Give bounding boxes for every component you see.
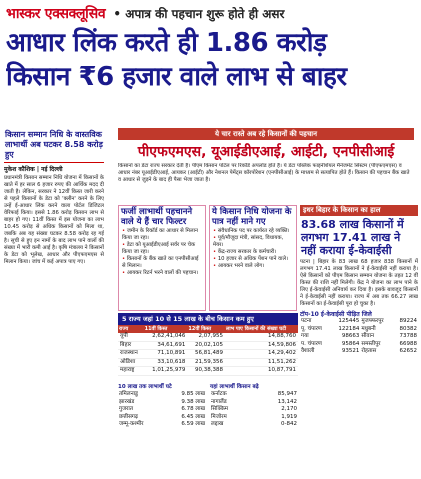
table-row	[118, 367, 298, 376]
column-header: 12वीं किस्त	[187, 325, 225, 333]
column-header: राज्य	[118, 325, 144, 333]
table-row	[118, 421, 206, 429]
decreased-caption: 10 लाख तक लाभार्थी घटे	[118, 384, 172, 390]
table-cell: मधुबनी	[361, 325, 376, 332]
table-cell: 93521	[341, 348, 360, 354]
table-cell: समस्तीपुर	[361, 340, 381, 347]
byline: मुकेश कौशिक | नई दिल्ली	[4, 166, 63, 173]
left-column	[4, 128, 104, 478]
table-row	[210, 391, 298, 399]
ineligible-title: ये किसान निधि योजना के पात्र नहीं माने गए	[212, 207, 292, 227]
table-cell: मुजफ्फरपुर	[361, 318, 384, 324]
filters-box	[118, 205, 206, 311]
table-cell: जम्मू-कश्मीर	[119, 421, 144, 427]
table-cell: तमिलनाडु	[119, 391, 138, 397]
brand-logo: भास्कर एक्सक्लूसिव	[6, 5, 106, 22]
filters-list	[119, 228, 205, 277]
ineligible-list	[210, 228, 296, 270]
headline-line-1: आधार लिंक करते ही 1.86 करोड़	[6, 28, 327, 58]
bihar-body: पटना | बिहार के 83 लाख 68 हजार 838 किसानों में लगभग 17.41 लाख किसानों ने ई-केवाईसी नहीं कराया है। ऐसे किसानों को पीएम किसान सम्मान योजना के तहत 12 वीं किस्त की राशि नहीं मिलेगी। केंद्र ने योजना का लाभ पाने के लिए ई-केवाईसी अनिवार्य कर दिया है। इसके बावजूद किसानों ने ई-केवाईसी नहीं कराया। राज्य में अब तक 66.27 लाख किसानों का ई-केवाईसी पूरा हो चुका है।	[300, 259, 418, 307]
tagline: • अपात्र की पहचान शुरू होते ही असर	[113, 6, 285, 21]
table-row	[300, 318, 418, 326]
table-cell: राजस्थान	[118, 350, 144, 359]
table-cell: 56,81,489	[187, 350, 225, 359]
table-row	[118, 414, 206, 422]
table-cell: 33,10,618	[144, 358, 188, 367]
table-row	[210, 406, 298, 414]
list-item: • संवैधानिक पद पर कार्यरत रहे व्यक्ति।	[213, 228, 293, 235]
table-row	[118, 399, 206, 407]
table-cell: 20,02,105	[187, 341, 225, 350]
agency-banner: पीएफएमएस, यूआईडीएआई, आईटी, एनपीसीआई	[137, 144, 395, 160]
table-row	[118, 358, 298, 367]
column-header: 11वीं किस्त	[144, 325, 188, 333]
list-item: • किसानों के बैंक खाते का एनपीसीआई से मिलान।	[122, 256, 202, 270]
table-cell: 90,38,388	[187, 367, 225, 376]
table-cell: यूपी	[118, 333, 144, 341]
table-cell: 14,59,806	[225, 341, 298, 350]
table-cell: सीवान	[361, 333, 375, 339]
list-item: • 10 हजार से अधिक पेंशन पाने वाले।	[213, 256, 293, 263]
increased-box	[210, 384, 298, 429]
table-cell: छत्तीसगढ़	[119, 413, 138, 420]
intro-text: किसानों का डेटा राज्य सरकार देती है। पीएम किसान पोर्टल पर रिकॉर्ड अपलोड होते हैं। ये डेटा पब्लिक फाइनेंशियल मैनेजमेंट सिस्टम (पीएफएमएस) व आधार नंबर यूआईडीएआई, आयकर (आईटी) और नेशनल पेमेंट्स कॉरपोरेशन (एनपीसीआई) के माध्यम से सत्यापित होते हैं। किसान की पहचान बैंक खाते व आधार से जुड़ने के बाद ही पैसा भेजा जाता है।	[118, 163, 410, 183]
table-cell: 2,07,955	[187, 333, 225, 341]
bihar-head: इधर बिहार के किसान का हाल	[300, 205, 418, 216]
table-cell: 89224	[399, 318, 417, 324]
decreased-box	[118, 384, 206, 429]
table-cell: 66988	[399, 340, 417, 347]
list-item: • जमीन के रिकॉर्ड का आधार से मिलान किया जा रहा।	[122, 228, 202, 242]
table-cell: 95864	[341, 340, 360, 347]
table-cell: वैशाली	[301, 348, 315, 354]
list-item: • केंद्र-राज्य सरकार के कर्मचारी।	[213, 249, 293, 256]
table-cell: 122184	[338, 325, 360, 332]
table-row	[118, 406, 206, 414]
states-table-caption: 5 राज्य जहां 10 से 15 लाख के बीच किसान कम हुए	[118, 313, 298, 325]
headline-line-2: किसान ₹6 हजार वाले लाभ से बाहर	[6, 62, 347, 92]
table-row	[118, 333, 298, 341]
column-header: लाभ पाए किसानों की संख्या घटी	[225, 325, 298, 333]
table-header-row	[118, 325, 298, 333]
table-cell: 2,62,41,046	[144, 333, 188, 341]
table-row	[118, 391, 206, 399]
table-cell: ओडिशा	[118, 358, 144, 367]
table-cell: 34,61,691	[144, 341, 188, 350]
table-cell: 62652	[399, 348, 417, 354]
table-row	[210, 421, 298, 429]
table-row	[118, 350, 298, 359]
table-cell: 21,59,356	[187, 358, 225, 367]
table-cell: पू. चंपारण	[301, 325, 322, 332]
table-cell: मिजोरम	[211, 413, 227, 420]
table-cell: बिहार	[118, 341, 144, 350]
table-cell: 85,947	[277, 391, 297, 397]
table-cell: लद्दाख	[211, 421, 224, 427]
list-item: • आयकर भरने वाले लोग।	[213, 263, 293, 270]
table-row	[210, 399, 298, 407]
table-cell: नागालैंड	[211, 398, 227, 405]
left-subhead: किसान सम्मान निधि के वास्तविक लाभार्थी अब घटकर 8.58 करोड़ हुए	[4, 128, 104, 163]
table-cell: 71,10,891	[144, 350, 188, 359]
table-cell: सिक्किम	[211, 406, 229, 412]
table-cell: 14,88,760	[225, 333, 298, 341]
table-cell: 0-842	[281, 421, 297, 427]
table-cell: महाराष्ट्र	[118, 367, 144, 376]
top10-caption: टॉप-10 ई-केवाईसी पीड़ित जिले	[300, 311, 372, 318]
table-row	[300, 333, 418, 341]
table-cell: 80382	[399, 325, 417, 332]
ineligible-box	[209, 205, 297, 311]
table-cell: 6.78 लाख	[181, 406, 205, 412]
headline	[6, 26, 416, 94]
table-cell: गया	[301, 333, 309, 339]
table-cell: 6.59 लाख	[181, 421, 205, 427]
table-cell: प. चंपारण	[301, 340, 322, 347]
increased-caption: यहां लाभार्थी किसान बढ़े	[210, 384, 259, 390]
right-column	[300, 205, 418, 479]
table-cell: 9.38 लाख	[181, 398, 205, 405]
table-row	[210, 414, 298, 422]
table-cell: 6.45 लाख	[181, 413, 205, 420]
top10-table	[300, 318, 418, 356]
states-table	[118, 325, 298, 376]
list-item: • पूर्व/मौजूदा मंत्री, सांसद, विधायक, मेयर।	[213, 235, 293, 249]
table-cell: 2,170	[281, 406, 297, 412]
list-item: • आयकर रिटर्न भरने वालों की पहचान।	[122, 270, 202, 277]
left-body-text: प्रधानमंत्री किसान सम्मान निधि योजना में किसानों के खाते में हर साल 6 हजार रुपए की आर्थिक मदद दी जाती है। लेकिन, सरकार ने 12वीं किस्त जारी करने से पहले किसानों के डेटा को 'क्लीन' करने के लिए उन्हें ई-आधार लिंक करने वाला पोर्टल डिजिटल वेरिफाई किया। इससे 1.86 करोड़ किसान लाभ से बाहर हो गए। 11वीं किस्त में इस योजना का लाभ 10.45 करोड़ से अधिक किसानों को मिला था, जबकि अब यह संख्या घटकर 8.58 करोड़ रह गई है। सूची से हुए इन नामों के बाद लाभ पाने वालों की संख्या में भारी कमी आई है। कृषि मंत्रालय ने किसानों के डेटा को भूलेख, आधार और पीएफएमएस से मिलान किया। जांच में कई अपात्र पाए गए।	[4, 175, 104, 265]
table-cell: गुजरात	[119, 406, 133, 412]
table-cell: 11,51,262	[225, 358, 298, 367]
bihar-headline: 83.68 लाख किसानों में लगभग 17.41 लाख ने नहीं कराया ई-केवाईसी	[301, 218, 404, 257]
table-cell: पटना	[301, 318, 312, 324]
table-row	[300, 348, 418, 356]
table-cell: 14,29,402	[225, 350, 298, 359]
table-cell: 9.85 लाख	[181, 391, 205, 397]
table-cell: रोहतास	[361, 348, 377, 354]
table-cell: 73788	[399, 333, 417, 339]
decreased-table	[118, 391, 206, 429]
list-item: • डेटा को यूआईडीएआई सर्वर पर चेक किया जा रहा।	[122, 242, 202, 256]
table-row	[300, 326, 418, 334]
table-row	[300, 341, 418, 349]
table-cell: 10,87,791	[225, 367, 298, 376]
increased-table	[210, 391, 298, 429]
filters-title: फर्जी लाभार्थी पहचानने वाले ये हैं चार फिल्टर	[121, 207, 193, 227]
table-row	[118, 341, 298, 350]
table-cell: कर्नाटक	[211, 391, 227, 397]
table-cell: झारखंड	[119, 398, 135, 405]
table-cell: 1,919	[281, 413, 297, 420]
table-cell: 13,142	[277, 398, 297, 405]
ribbon: ये चार रास्ते अब रहे किसानों की पहचान	[118, 128, 414, 140]
table-cell: 98663	[341, 333, 360, 339]
header-bar	[0, 0, 421, 26]
table-cell: 125445	[338, 318, 360, 324]
table-cell: 1,01,25,979	[144, 367, 188, 376]
